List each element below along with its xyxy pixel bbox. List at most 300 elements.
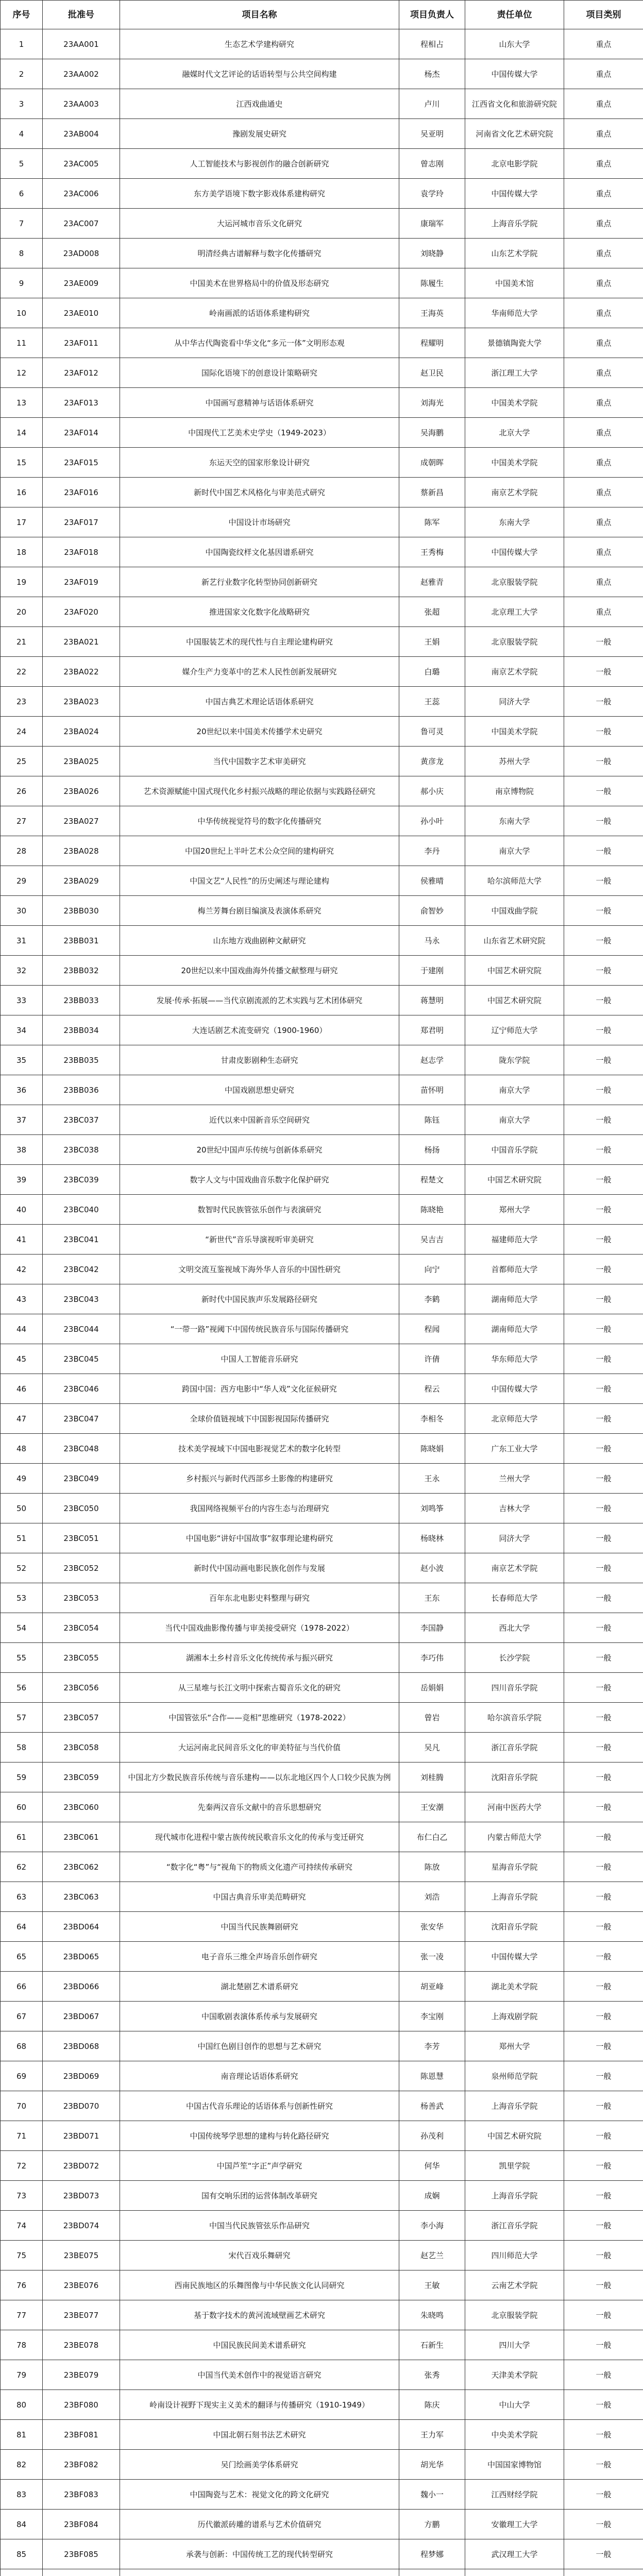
cell-index: 71 (1, 2121, 43, 2151)
cell-approval-number: 23BC051 (43, 1523, 120, 1553)
cell-project-leader: 刘鸣筝 (399, 1494, 465, 1523)
cell-approval-number: 23BC047 (43, 1404, 120, 1434)
cell-index: 16 (1, 478, 43, 507)
cell-responsible-unit: 安徽理工大学 (465, 2510, 564, 2539)
cell-approval-number: 23AF019 (43, 567, 120, 597)
cell-project-name: 现代城市化进程中蒙古族传统民歌音乐文化的传承与变迁研究 (120, 1822, 399, 1852)
cell-project-category: 一般 (564, 1792, 643, 1822)
cell-responsible-unit: 哈尔滨音乐学院 (465, 1703, 564, 1733)
cell-responsible-unit: 上海音乐学院 (465, 209, 564, 239)
cell-project-name: “一带一路”视阈下中国传统民族音乐与国际传播研究 (120, 1314, 399, 1344)
table-row (1, 1792, 643, 1822)
table-row (1, 179, 643, 209)
cell-project-category: 一般 (564, 806, 643, 836)
cell-project-leader: 杨杰 (399, 59, 465, 89)
cell-project-leader: 胡光华 (399, 2450, 465, 2480)
cell-responsible-unit: 陇东学院 (465, 1045, 564, 1075)
cell-project-leader: 苗怀明 (399, 1075, 465, 1105)
cell-project-category: 一般 (564, 1195, 643, 1225)
cell-project-leader: 曾志刚 (399, 149, 465, 179)
cell-index: 6 (1, 179, 43, 209)
cell-project-category: 一般 (564, 2241, 643, 2270)
cell-approval-number: 23BB034 (43, 1015, 120, 1045)
cell-responsible-unit: 同济大学 (465, 1523, 564, 1553)
table-row (1, 627, 643, 657)
table-row (1, 388, 643, 418)
cell-project-leader: 李丹 (399, 836, 465, 866)
cell-approval-number: 23BF085 (43, 2539, 120, 2569)
header-project-name: 项目名称 (120, 1, 399, 29)
cell-responsible-unit: 上海音乐学院 (465, 2181, 564, 2211)
table-row (1, 1494, 643, 1523)
table-row (1, 2121, 643, 2151)
cell-project-category: 一般 (564, 1225, 643, 1255)
cell-project-leader: 魏小一 (399, 2480, 465, 2510)
cell-project-name: 当代中国数字艺术审美研究 (120, 747, 399, 776)
cell-project-leader (399, 2569, 465, 2576)
cell-project-leader: 程相占 (399, 29, 465, 59)
cell-project-name: 融媒时代文艺评论的话语转型与公共空间构建 (120, 59, 399, 89)
cell-project-name: 中国画写意精神与话语体系研究 (120, 388, 399, 418)
cell-project-name: 中国人工智能音乐研究 (120, 1344, 399, 1374)
cell-project-name: 当代中国戏曲影像传播与审美接受研究（1978-2022） (120, 1613, 399, 1643)
cell-approval-number: 23BA029 (43, 866, 120, 896)
cell-project-leader: 赵卫民 (399, 358, 465, 388)
cell-responsible-unit: 浙江理工大学 (465, 358, 564, 388)
cell-project-name: 20世纪以来中国美术传播学术史研究 (120, 717, 399, 747)
table-row (1, 2450, 643, 2480)
cell-responsible-unit: 上海音乐学院 (465, 1882, 564, 1912)
cell-project-leader: 赵志学 (399, 1045, 465, 1075)
cell-index: 18 (1, 537, 43, 567)
cell-project-leader: 刘浩 (399, 1882, 465, 1912)
table-row (1, 119, 643, 149)
cell-approval-number: 23BC048 (43, 1434, 120, 1464)
cell-project-leader: 赵雅青 (399, 567, 465, 597)
cell-project-category: 一般 (564, 2390, 643, 2420)
cell-project-leader: 卢川 (399, 89, 465, 119)
table-row (1, 896, 643, 926)
table-row (1, 478, 643, 507)
cell-project-name: 先秦两汉音乐文献中的音乐思想研究 (120, 1792, 399, 1822)
cell-project-name: 新时代中国艺术风格化与审美范式研究 (120, 478, 399, 507)
cell-responsible-unit: 四川大学 (465, 2330, 564, 2360)
cell-responsible-unit: 中央美术学院 (465, 2420, 564, 2450)
cell-project-category: 一般 (564, 1464, 643, 1494)
cell-responsible-unit: 湖南师范大学 (465, 1314, 564, 1344)
cell-project-category: 重点 (564, 59, 643, 89)
table-row (1, 1912, 643, 1942)
cell-project-leader: 张超 (399, 597, 465, 627)
cell-project-category: 一般 (564, 2061, 643, 2091)
cell-project-category: 一般 (564, 2330, 643, 2360)
cell-index: 48 (1, 1434, 43, 1464)
cell-approval-number: 23BC038 (43, 1135, 120, 1165)
cell-project-leader: 陈军 (399, 507, 465, 537)
cell-index: 72 (1, 2151, 43, 2181)
cell-project-name: 中国现代工艺美术史学史（1949-2023） (120, 418, 399, 448)
table-row (1, 358, 643, 388)
cell-approval-number: 23BC062 (43, 1852, 120, 1882)
cell-project-name: 中国设计市场研究 (120, 507, 399, 537)
cell-responsible-unit: 中国音乐学院 (465, 1135, 564, 1165)
cell-project-category: 一般 (564, 1613, 643, 1643)
cell-responsible-unit: 北京师范大学 (465, 1404, 564, 1434)
cell-responsible-unit: 中国戏曲学院 (465, 896, 564, 926)
cell-project-name: 岭南画派的话语体系建构研究 (120, 298, 399, 328)
cell-project-category: 一般 (564, 2091, 643, 2121)
cell-responsible-unit: 华东师范大学 (465, 1344, 564, 1374)
cell-project-leader: 王秀梅 (399, 537, 465, 567)
cell-project-name: 中国芦笙“字正”声学研究 (120, 2151, 399, 2181)
table-row (1, 1822, 643, 1852)
cell-project-name: 中国陶瓷与艺术：视觉文化的跨文化研究 (120, 2480, 399, 2510)
cell-project-name: 新时代中国动画电影民族化创作与发展 (120, 1553, 399, 1583)
cell-project-category: 一般 (564, 896, 643, 926)
cell-responsible-unit: 中国传媒大学 (465, 59, 564, 89)
cell-approval-number: 23BC055 (43, 1643, 120, 1673)
cell-project-name: 中国歌剧表演体系传承与发展研究 (120, 2002, 399, 2031)
cell-index: 14 (1, 418, 43, 448)
cell-project-name: 基于数字技术的黄河流域壁画艺术研究 (120, 2300, 399, 2330)
table-row (1, 1583, 643, 1613)
cell-index: 81 (1, 2420, 43, 2450)
cell-project-leader: 程云 (399, 1374, 465, 1404)
cell-project-leader: 蒋慧明 (399, 986, 465, 1015)
table-row (1, 418, 643, 448)
cell-project-leader: 张秀 (399, 2360, 465, 2390)
cell-approval-number: 23AF012 (43, 358, 120, 388)
cell-responsible-unit: 沈阳音乐学院 (465, 1912, 564, 1942)
cell-project-name: 中国文艺“人民性”的历史阐述与理论建构 (120, 866, 399, 896)
cell-responsible-unit: 东南大学 (465, 507, 564, 537)
cell-approval-number: 23BB036 (43, 1075, 120, 1105)
cell-project-name: 从三星堆与长江文明中探索古蜀音乐文化的研究 (120, 1673, 399, 1703)
cell-project-name: 20世纪中国声乐传统与创新体系研究 (120, 1135, 399, 1165)
cell-index: 75 (1, 2241, 43, 2270)
cell-index: 62 (1, 1852, 43, 1882)
table-row (1, 537, 643, 567)
cell-project-category: 重点 (564, 448, 643, 478)
cell-project-name: 国有交响乐团的运营体制改革研究 (120, 2181, 399, 2211)
cell-project-name: 中国古典艺术理论话语体系研究 (120, 687, 399, 717)
cell-index (1, 2569, 43, 2576)
cell-project-name: 中国电影“讲好中国故事”叙事理论建构研究 (120, 1523, 399, 1553)
cell-responsible-unit: 河南省文化艺术研究院 (465, 119, 564, 149)
cell-approval-number: 23AF011 (43, 328, 120, 358)
table-row (1, 2330, 643, 2360)
cell-project-name: 江西戏曲通史 (120, 89, 399, 119)
cell-approval-number: 23BD073 (43, 2181, 120, 2211)
table-row (1, 507, 643, 537)
cell-responsible-unit: 首都师范大学 (465, 1255, 564, 1284)
cell-project-name: 人工智能技术与影视创作的融合创新研究 (120, 149, 399, 179)
cell-project-category: 重点 (564, 507, 643, 537)
cell-index: 82 (1, 2450, 43, 2480)
table-row (1, 2360, 643, 2390)
cell-approval-number: 23BC045 (43, 1344, 120, 1374)
cell-approval-number: 23BD071 (43, 2121, 120, 2151)
cell-project-name: 宋代百戏乐舞研究 (120, 2241, 399, 2270)
cell-project-category: 一般 (564, 1822, 643, 1852)
cell-approval-number: 23AC007 (43, 209, 120, 239)
cell-project-name: 近代以来中国新音乐空间研究 (120, 1105, 399, 1135)
cell-approval-number: 23BC052 (43, 1553, 120, 1583)
cell-index: 58 (1, 1733, 43, 1762)
cell-approval-number: 23AC005 (43, 149, 120, 179)
cell-responsible-unit: 凯里学院 (465, 2151, 564, 2181)
cell-responsible-unit: 中国美术馆 (465, 268, 564, 298)
cell-project-name: 大运河南北民间音乐文化的审美特征与当代价值 (120, 1733, 399, 1762)
table-row (1, 747, 643, 776)
cell-project-leader: 吴海鹏 (399, 418, 465, 448)
cell-project-leader: 赵艺兰 (399, 2241, 465, 2270)
cell-project-name: 国际化语境下的创意设计策略研究 (120, 358, 399, 388)
cell-project-name: 中国古代音乐理论的话语体系与创新性研究 (120, 2091, 399, 2121)
table-row (1, 597, 643, 627)
cell-approval-number: 23BD065 (43, 1942, 120, 1972)
cell-project-leader: 陈履生 (399, 268, 465, 298)
cell-approval-number: 23BC041 (43, 1225, 120, 1255)
cell-index: 41 (1, 1225, 43, 1255)
cell-project-leader: 孙茂利 (399, 2121, 465, 2151)
cell-responsible-unit: 中国艺术研究院 (465, 956, 564, 986)
table-row (1, 2151, 643, 2181)
cell-index: 27 (1, 806, 43, 836)
cell-approval-number: 23BB030 (43, 896, 120, 926)
cell-index: 15 (1, 448, 43, 478)
table-row (1, 2480, 643, 2510)
cell-project-leader: 曾岩 (399, 1703, 465, 1733)
table-row (1, 1673, 643, 1703)
cell-index: 64 (1, 1912, 43, 1942)
table-row (1, 2510, 643, 2539)
table-row (1, 2270, 643, 2300)
cell-project-leader: 李芳 (399, 2031, 465, 2061)
cell-index: 10 (1, 298, 43, 328)
cell-responsible-unit: 武汉理工大学 (465, 2539, 564, 2569)
table-row (1, 149, 643, 179)
cell-approval-number: 23BE079 (43, 2360, 120, 2390)
cell-responsible-unit: 中国美术学院 (465, 388, 564, 418)
cell-project-category: 一般 (564, 986, 643, 1015)
table-row (1, 209, 643, 239)
cell-project-category: 一般 (564, 2420, 643, 2450)
cell-project-name: 数字人文与中国戏曲音乐数字化保护研究 (120, 1165, 399, 1195)
cell-project-name: 梅兰芳舞台剧目编演及表演体系研究 (120, 896, 399, 926)
cell-project-name: 电子音乐三维全声场音乐创作研究 (120, 1942, 399, 1972)
cell-approval-number: 23BD067 (43, 2002, 120, 2031)
cell-responsible-unit: 中国传媒大学 (465, 1374, 564, 1404)
table-row (1, 1165, 643, 1195)
cell-project-category: 一般 (564, 1643, 643, 1673)
table-row (1, 2241, 643, 2270)
cell-project-leader: 李鹤 (399, 1284, 465, 1314)
table-row (1, 239, 643, 268)
cell-responsible-unit: 湖北美术学院 (465, 1972, 564, 2002)
cell-index: 67 (1, 2002, 43, 2031)
cell-project-leader: 刘晓静 (399, 239, 465, 268)
table-row (1, 2091, 643, 2121)
cell-project-leader: 成娴 (399, 2181, 465, 2211)
cell-project-category: 重点 (564, 478, 643, 507)
cell-index: 29 (1, 866, 43, 896)
cell-project-category: 重点 (564, 298, 643, 328)
cell-approval-number: 23AF017 (43, 507, 120, 537)
cell-project-leader: 郝小庆 (399, 776, 465, 806)
table-row (1, 1195, 643, 1225)
cell-project-category: 一般 (564, 1404, 643, 1434)
cell-approval-number: 23AC006 (43, 179, 120, 209)
cell-project-leader: 白璐 (399, 657, 465, 687)
cell-responsible-unit: 郑州大学 (465, 2031, 564, 2061)
table-row (1, 687, 643, 717)
cell-responsible-unit: 北京电影学院 (465, 149, 564, 179)
cell-responsible-unit: 中国传媒大学 (465, 179, 564, 209)
table-row (1, 268, 643, 298)
cell-approval-number: 23BE077 (43, 2300, 120, 2330)
cell-project-leader: 俞智妙 (399, 896, 465, 926)
cell-approval-number: 23BD070 (43, 2091, 120, 2121)
cell-project-category: 一般 (564, 2450, 643, 2480)
cell-approval-number: 23BF084 (43, 2510, 120, 2539)
cell-approval-number: 23BF081 (43, 2420, 120, 2450)
cell-project-name: 甘肃皮影剧种生态研究 (120, 1045, 399, 1075)
cell-project-category: 重点 (564, 418, 643, 448)
cell-project-name: 西南民族地区的乐舞图像与中华民族文化认同研究 (120, 2270, 399, 2300)
cell-index: 69 (1, 2061, 43, 2091)
cell-responsible-unit: 南京大学 (465, 1075, 564, 1105)
cell-responsible-unit: 景德镇陶瓷大学 (465, 328, 564, 358)
cell-project-category: 一般 (564, 776, 643, 806)
cell-responsible-unit: 同济大学 (465, 687, 564, 717)
cell-project-name: 中国北朝石刻书法艺术研究 (120, 2420, 399, 2450)
table-row (1, 2569, 643, 2576)
cell-approval-number: 23AF015 (43, 448, 120, 478)
cell-project-category: 一般 (564, 2510, 643, 2539)
cell-index: 52 (1, 1553, 43, 1583)
cell-project-leader: 王力军 (399, 2420, 465, 2450)
table-row (1, 1942, 643, 1972)
cell-responsible-unit: 云南艺术学院 (465, 2270, 564, 2300)
cell-responsible-unit: 泉州师范学院 (465, 2061, 564, 2091)
cell-project-category: 一般 (564, 1255, 643, 1284)
cell-project-category: 一般 (564, 1733, 643, 1762)
cell-approval-number: 23BA022 (43, 657, 120, 687)
table-header-row (1, 1, 643, 29)
cell-project-category: 一般 (564, 2360, 643, 2390)
cell-responsible-unit: 南京艺术学院 (465, 657, 564, 687)
cell-project-name: “数字化“粤”与“视角下的物质文化遗产可持续传承研究 (120, 1852, 399, 1882)
header-index: 序号 (1, 1, 43, 29)
cell-responsible-unit: 中国美术学院 (465, 717, 564, 747)
cell-approval-number: 23BA024 (43, 717, 120, 747)
cell-index: 85 (1, 2539, 43, 2569)
table-row (1, 1404, 643, 1434)
cell-project-leader: 程耀明 (399, 328, 465, 358)
table-row (1, 89, 643, 119)
cell-approval-number: 23BD064 (43, 1912, 120, 1942)
cell-project-name: 发展·传承·拓展——当代京剧流派的艺术实践与艺术团体研究 (120, 986, 399, 1015)
cell-project-category: 重点 (564, 119, 643, 149)
cell-index: 83 (1, 2480, 43, 2510)
cell-project-category: 一般 (564, 2480, 643, 2510)
cell-project-leader: 何华 (399, 2151, 465, 2181)
cell-project-leader: 吴凡 (399, 1733, 465, 1762)
cell-responsible-unit: 浙江音乐学院 (465, 1733, 564, 1762)
cell-approval-number: 23BC049 (43, 1464, 120, 1494)
cell-project-leader: 蔡新昌 (399, 478, 465, 507)
cell-responsible-unit: 中国艺术研究院 (465, 1165, 564, 1195)
cell-approval-number: 23BA027 (43, 806, 120, 836)
cell-project-name: 我国网络视频平台的内容生态与治理研究 (120, 1494, 399, 1523)
cell-project-leader: 李小海 (399, 2211, 465, 2241)
header-approval-number: 批准号 (43, 1, 120, 29)
cell-project-category: 一般 (564, 1494, 643, 1523)
cell-project-category: 一般 (564, 1972, 643, 2002)
cell-approval-number: 23BC054 (43, 1613, 120, 1643)
cell-project-category: 一般 (564, 627, 643, 657)
cell-project-name: 东方美学语境下数字影戏体系建构研究 (120, 179, 399, 209)
cell-project-category: 一般 (564, 1882, 643, 1912)
cell-project-leader: 侯雅晴 (399, 866, 465, 896)
cell-approval-number: 23BC043 (43, 1284, 120, 1314)
cell-approval-number: 23BC042 (43, 1255, 120, 1284)
cell-project-category: 一般 (564, 956, 643, 986)
cell-approval-number: 23BC059 (43, 1762, 120, 1792)
cell-project-name: 东运天空的国家形象设计研究 (120, 448, 399, 478)
table-row (1, 448, 643, 478)
table-row (1, 2420, 643, 2450)
cell-approval-number: 23AE009 (43, 268, 120, 298)
cell-project-leader: 鲁可灵 (399, 717, 465, 747)
cell-index: 34 (1, 1015, 43, 1045)
cell-project-name: 承袭与创新：中国传统工艺的现代转型研究 (120, 2539, 399, 2569)
cell-project-leader: 方鹏 (399, 2510, 465, 2539)
cell-project-name: 中国红色剧目创作的思想与艺术研究 (120, 2031, 399, 2061)
cell-approval-number: 23BC057 (43, 1703, 120, 1733)
cell-project-leader: 陈钰 (399, 1105, 465, 1135)
cell-approval-number: 23BC063 (43, 1882, 120, 1912)
cell-index: 47 (1, 1404, 43, 1434)
table-row (1, 1523, 643, 1553)
cell-project-category: 一般 (564, 2121, 643, 2151)
cell-project-category: 重点 (564, 239, 643, 268)
cell-project-leader: 程梦娜 (399, 2539, 465, 2569)
table-row (1, 1852, 643, 1882)
cell-project-category: 一般 (564, 1523, 643, 1553)
cell-project-leader: 程楚文 (399, 1165, 465, 1195)
table-row (1, 29, 643, 59)
cell-project-name: 新时代中国民族声乐发展路径研究 (120, 1284, 399, 1314)
table-row (1, 1255, 643, 1284)
cell-responsible-unit: 南京艺术学院 (465, 478, 564, 507)
cell-project-category: 一般 (564, 2539, 643, 2569)
cell-index: 43 (1, 1284, 43, 1314)
cell-project-name: 新艺行业数字化转型协同创新研究 (120, 567, 399, 597)
cell-responsible-unit: 四川师范大学 (465, 2241, 564, 2270)
cell-project-leader: 孙小叶 (399, 806, 465, 836)
cell-project-category: 一般 (564, 2151, 643, 2181)
cell-project-category: 一般 (564, 1434, 643, 1464)
cell-project-leader: 成朝晖 (399, 448, 465, 478)
cell-project-name: 中国管弦乐“合作——竞相”思维研究（1978-2022） (120, 1703, 399, 1733)
cell-index: 8 (1, 239, 43, 268)
cell-index: 66 (1, 1972, 43, 2002)
cell-approval-number: 23BE075 (43, 2241, 120, 2270)
cell-index: 65 (1, 1942, 43, 1972)
cell-responsible-unit: 郑州大学 (465, 1195, 564, 1225)
